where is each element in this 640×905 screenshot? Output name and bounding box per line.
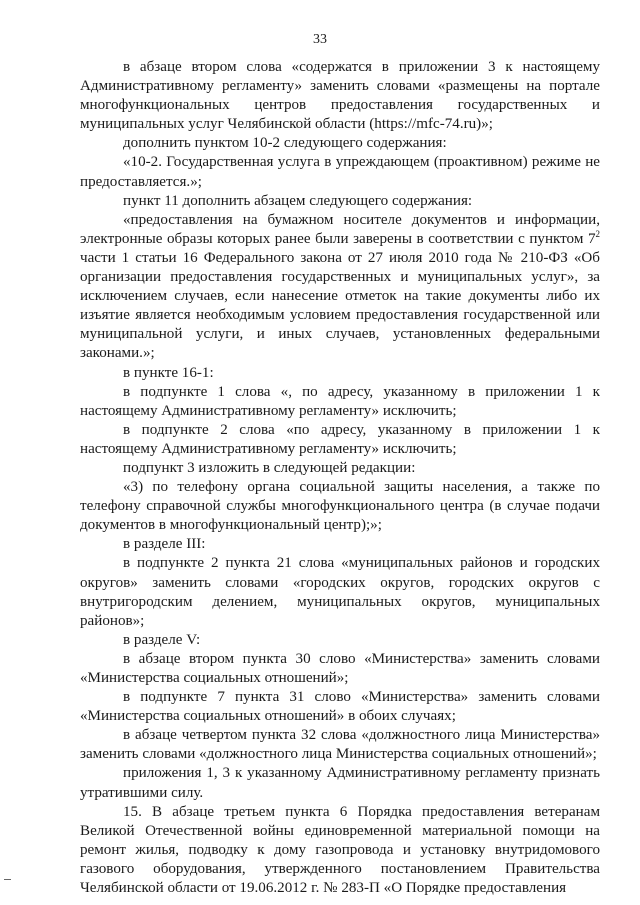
- paragraph: в абзаце четвертом пункта 32 слова «должностного лица Министерства» заменить словами «должностного лица Министерства социальных отношений»;: [80, 727, 600, 763]
- paragraph: приложения 1, 3 к указанному Административному регламенту признать утратившими силу.: [80, 765, 600, 801]
- paragraph: в подпункте 2 пункта 21 слова «муниципальных районов и городских округов» заменить словами «городских округов, городских округов с внутригородским делением, муниципальных округов, муниципальных районов»;: [80, 555, 600, 629]
- paragraph: подпункт 3 изложить в следующей редакции:: [123, 459, 416, 476]
- paragraph: «3) по телефону органа социальной защиты населения, а также по телефону справочной службы многофункционального центра (в случае подачи документов в многофункциональный центр);»;: [80, 479, 600, 534]
- paragraph: в разделе V:: [123, 631, 201, 648]
- paragraph: в абзаце втором слова «содержатся в приложении 3 к настоящему Административному регламенту» заменить словами «размещены на портале многофункциональных центров предоставления государственных и муниципальных услуг Челябинской области (https://mfc-74.ru)»;: [80, 59, 600, 133]
- scan-edge-mark: [4, 879, 11, 880]
- paragraph: в абзаце втором пункта 30 слово «Министерства» заменить словами «Министерства социальных отношений»;: [80, 650, 600, 686]
- paragraph: 15. В абзаце третьем пункта 6 Порядка предоставления ветеранам Великой Отечественной войны единовременной материальной помощи на ремонт жилья, подводку к дому газопровода и установку внутридомового газового оборудования, утвержденного постановлением Правительства Челябинской области от 19.06.2012 г. № 283-П «О Порядке предоставления: [80, 803, 600, 897]
- paragraph: «10-2. Государственная услуга в упреждающем (проактивном) режиме не предоставляется.»;: [80, 154, 600, 190]
- document-body: [80, 58, 600, 898]
- paragraph: в пункте 16-1:: [123, 364, 214, 381]
- paragraph: в подпункте 2 слова «по адресу, указанному в приложении 1 к настоящему Административному регламенту» исключить;: [80, 421, 600, 457]
- paragraph: дополнить пунктом 10-2 следующего содержания:: [123, 135, 447, 152]
- paragraph-with-superscript: [80, 211, 600, 364]
- paragraph-text: «предоставления на бумажном носителе документов и информации, электронные образы которых ранее были заверены в соответствии с пунктом 7: [80, 211, 600, 247]
- paragraph-text: части 1 статьи 16 Федерального закона от 27 июля 2010 года № 210-ФЗ «Об организации предоставления государственных и муниципальных услуг», за исключением случаев, если нанесение отметок на такие документы либо их изъятие является необходимым условием предоставления государственной или муниципальной услуги, и иных случаев, установленных федеральными законами.»;: [80, 249, 600, 362]
- paragraph: в подпункте 1 слова «, по адресу, указанному в приложении 1 к настоящему Административному регламенту» исключить;: [80, 383, 600, 419]
- paragraph: в подпункте 7 пункта 31 слово «Министерства» заменить словами «Министерства социальных отношений» в обоих случаях;: [80, 689, 600, 725]
- superscript-marker: 2: [595, 228, 600, 239]
- page-number: 33: [313, 32, 327, 47]
- paragraph: пункт 11 дополнить абзацем следующего содержания:: [123, 192, 473, 209]
- paragraph: в разделе III:: [123, 536, 206, 553]
